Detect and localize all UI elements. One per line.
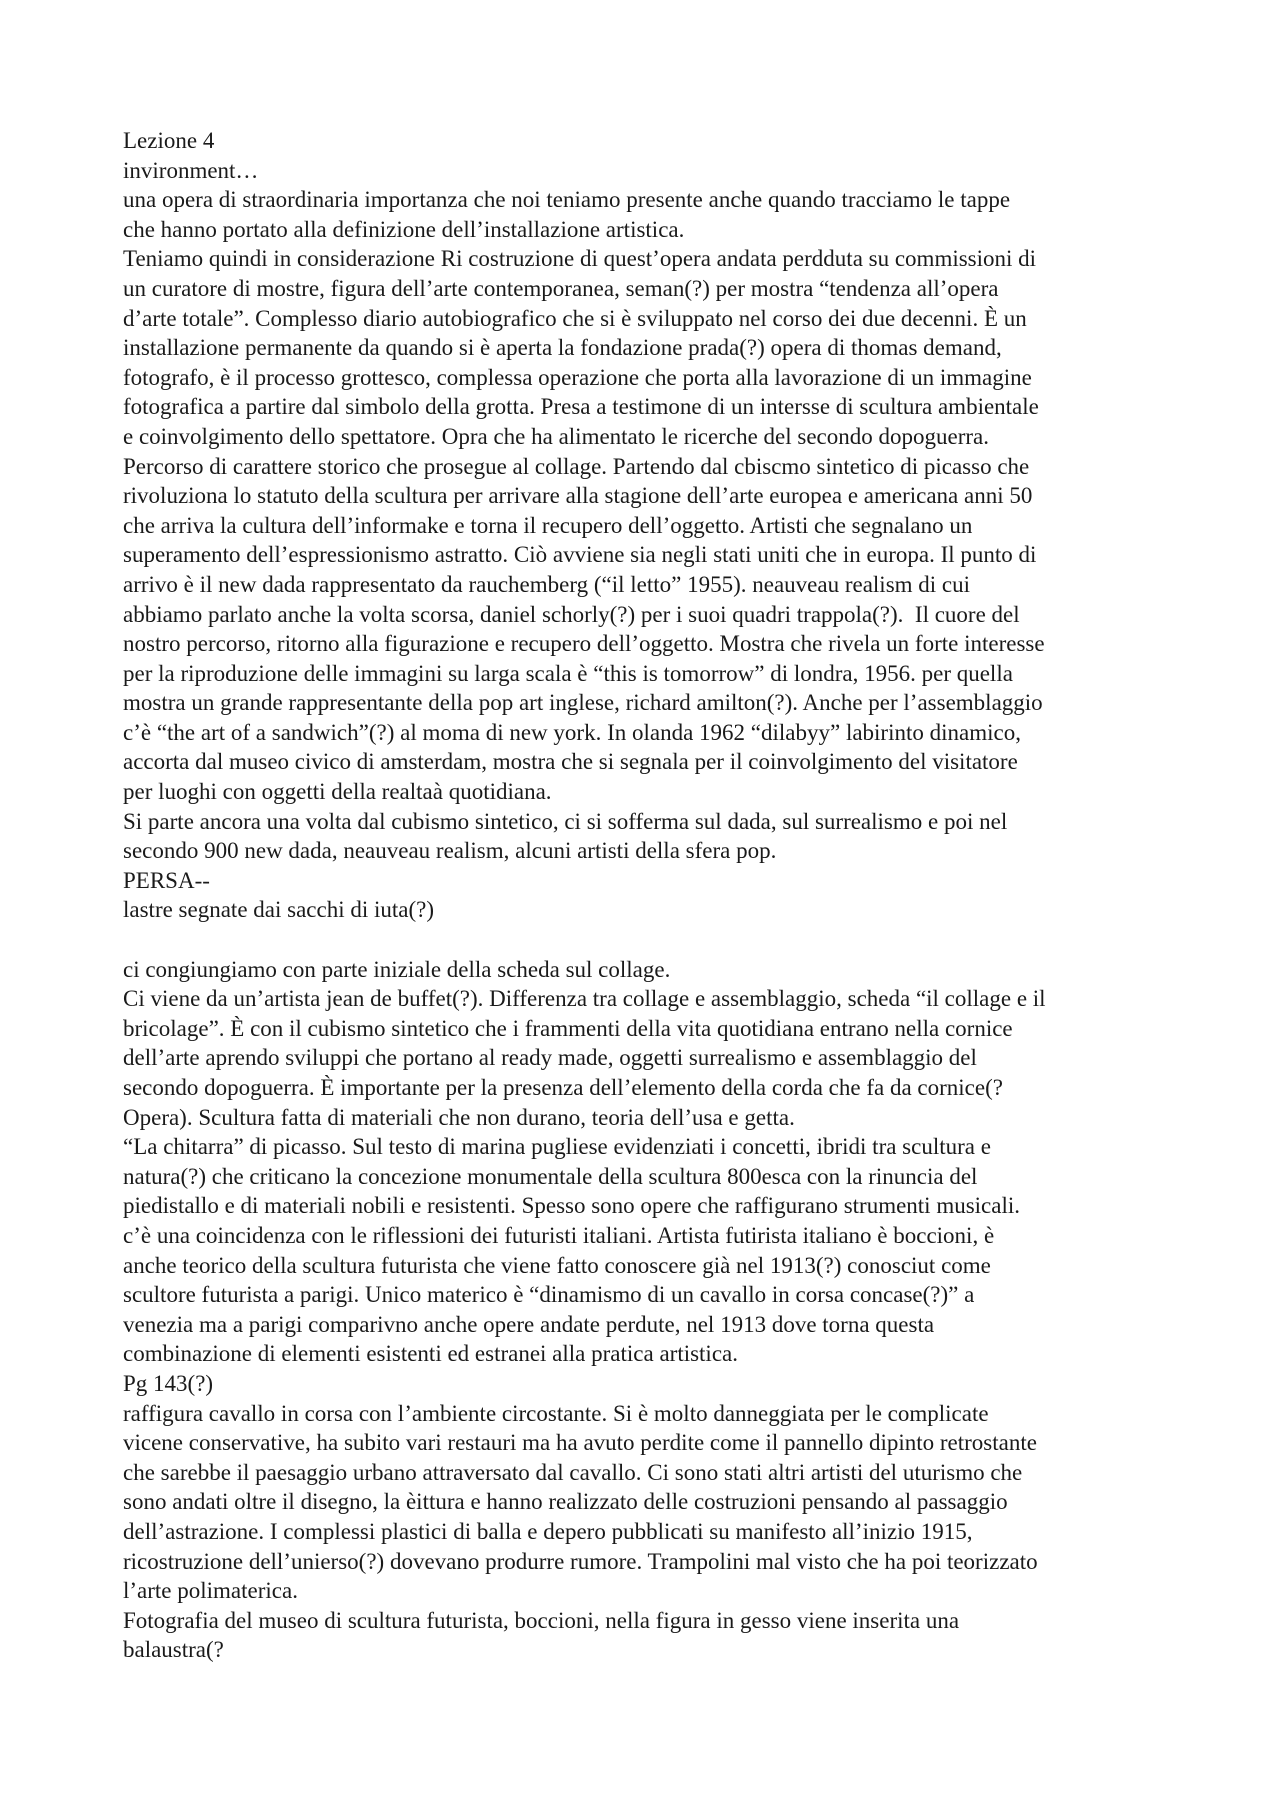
text-line: Teniamo quindi in considerazione Ri costruzione di quest’opera andata perdduta su commissioni di: [123, 246, 1037, 272]
document-page: [123, 126, 1168, 1665]
text-line: Lezione 4: [123, 128, 215, 153]
text-line: raffigura cavallo in corsa con l’ambiente circostante. Si è molto danneggiata per le complicate: [123, 1400, 989, 1426]
text-line: l’arte polimaterica.: [123, 1578, 298, 1604]
text-line: fotografica a partire dal simbolo della grotta. Presa a testimone di un intersse di scultura ambientale: [123, 394, 1039, 420]
text-line: mostra un grande rappresentante della pop art inglese, richard amilton(?). Anche per l’assemblaggio: [123, 690, 1043, 716]
text-line: secondo 900 new dada, neauveau realism, alcuni artisti della sfera pop.: [123, 838, 777, 864]
text-line: ci congiungiamo con parte iniziale della scheda sul collage.: [123, 956, 671, 982]
text-line: accorta dal museo civico di amsterdam, mostra che si segnala per il coinvolgimento del visitatore: [123, 749, 1018, 775]
text-line: Pg 143(?): [123, 1370, 214, 1396]
text-line: vicene conservative, ha subito vari restauri ma ha avuto perdite come il pannello dipinto retrostante: [123, 1430, 1037, 1456]
text-line: che arriva la cultura dell’informake e torna il recupero dell’oggetto. Artisti che segnalano un: [123, 512, 973, 538]
text-line: e coinvolgimento dello spettatore. Opra che ha alimentato le ricerche del secondo dopoguerra.: [123, 423, 989, 449]
text-line: un curatore di mostre, figura dell’arte contemporanea, seman(?) per mostra “tendenza all’opera: [123, 275, 999, 301]
text-line: secondo dopoguerra. È importante per la presenza dell’elemento della corda che fa da cornice(?: [123, 1075, 1003, 1100]
text-line: c’è “the art of a sandwich”(?) al moma di new york. In olanda 1962 “dilabyy” labirinto dinamico,: [123, 719, 1021, 745]
text-line: per la riproduzione delle immagini su larga scala è “this is tomorrow” di londra, 1956. per quella: [123, 660, 1013, 686]
text-line: che hanno portato alla definizione dell’installazione artistica.: [123, 216, 685, 242]
text-line: bricolage”. È con il cubismo sintetico che i frammenti della vita quotidiana entrano nella cornice: [123, 1015, 1013, 1041]
text-line: “La chitarra” di picasso. Sul testo di marina pugliese evidenziati i concetti, ibridi tra scultura e: [123, 1134, 991, 1160]
text-line: anche teorico della scultura futurista che viene fatto conoscere già nel 1913(?) conosciut come: [123, 1252, 991, 1278]
text-line: scultore futurista a parigi. Unico materico è “dinamismo di un cavallo in corsa concase(?)” a: [123, 1282, 975, 1308]
text-line: superamento dell’espressionismo astratto. Ciò avviene sia negli stati uniti che in europa. Il punto di: [123, 542, 1037, 568]
text-line: c’è una coincidenza con le riflessioni dei futuristi italiani. Artista futirista italiano è boccioni, è: [123, 1222, 995, 1248]
text-line: combinazione di elementi esistenti ed estranei alla pratica artistica.: [123, 1341, 738, 1367]
text-line: dell’astrazione. I complessi plastici di balla e depero pubblicati su manifesto all’inizio 1915,: [123, 1518, 973, 1544]
text-line: Si parte ancora una volta dal cubismo sintetico, ci si sofferma sul dada, sul surrealismo e poi nel: [123, 808, 1008, 834]
text-line: balaustra(?: [123, 1637, 224, 1663]
text-line: dell’arte aprendo sviluppi che portano al ready made, oggetti surrealismo e assemblaggio del: [123, 1045, 977, 1071]
text-line: arrivo è il new dada rappresentato da rauchemberg (“il letto” 1955). neauveau realism di cui: [123, 571, 971, 597]
text-line: rivoluziona lo statuto della scultura per arrivare alla stagione dell’arte europea e americana anni 50: [123, 483, 1033, 509]
text-line: Ci viene da un’artista jean de buffet(?). Differenza tra collage e assemblaggio, scheda “il collage e il: [123, 986, 1046, 1012]
text-line: una opera di straordinaria importanza che noi teniamo presente anche quando tracciamo le tappe: [123, 187, 1011, 213]
text-line: sono andati oltre il disegno, la èittura e hanno realizzato delle costruzioni pensando al passaggio: [123, 1489, 1008, 1515]
text-line: natura(?) che criticano la concezione monumentale della scultura 800esca con la rinuncia del: [123, 1163, 978, 1189]
text-line: PERSA--: [123, 867, 210, 893]
text-line: invironment…: [123, 157, 259, 183]
text-line: Percorso di carattere storico che prosegue al collage. Partendo dal cbiscmo sintetico di picasso che: [123, 453, 1030, 479]
text-line: installazione permanente da quando si è aperta la fondazione prada(?) opera di thomas demand,: [123, 335, 1002, 361]
text-line: piedistallo e di materiali nobili e resistenti. Spesso sono opere che raffigurano strumenti musicali.: [123, 1193, 1020, 1219]
text-line: lastre segnate dai sacchi di iuta(?): [123, 897, 434, 923]
blank-line: [123, 925, 1168, 955]
text-line: d’arte totale”. Complesso diario autobiografico che si è sviluppato nel corso dei due decenni. È un: [123, 305, 1027, 331]
text-line: per luoghi con oggetti della realtaà quotidiana.: [123, 779, 552, 805]
text-line: Opera). Scultura fatta di materiali che non durano, teoria dell’usa e getta.: [123, 1104, 795, 1130]
text-line: fotografo, è il processo grottesco, complessa operazione che porta alla lavorazione di un immagine: [123, 364, 1032, 390]
text-line: Fotografia del museo di scultura futurista, boccioni, nella figura in gesso viene inserita una: [123, 1607, 960, 1633]
text-line: venezia ma a parigi comparivno anche opere andate perdute, nel 1913 dove torna questa: [123, 1311, 935, 1337]
text-line: nostro percorso, ritorno alla figurazione e recupero dell’oggetto. Mostra che rivela un forte interesse: [123, 631, 1045, 657]
text-line: abbiamo parlato anche la volta scorsa, daniel schorly(?) per i suoi quadri trappola(?). Il cuore del: [123, 601, 1020, 627]
text-line: che sarebbe il paesaggio urbano attraversato dal cavallo. Ci sono stati altri artisti del uturismo che: [123, 1459, 1023, 1485]
text-line: ricostruzione dell’unierso(?) dovevano produrre rumore. Trampolini mal visto che ha poi teorizzato: [123, 1548, 1038, 1574]
